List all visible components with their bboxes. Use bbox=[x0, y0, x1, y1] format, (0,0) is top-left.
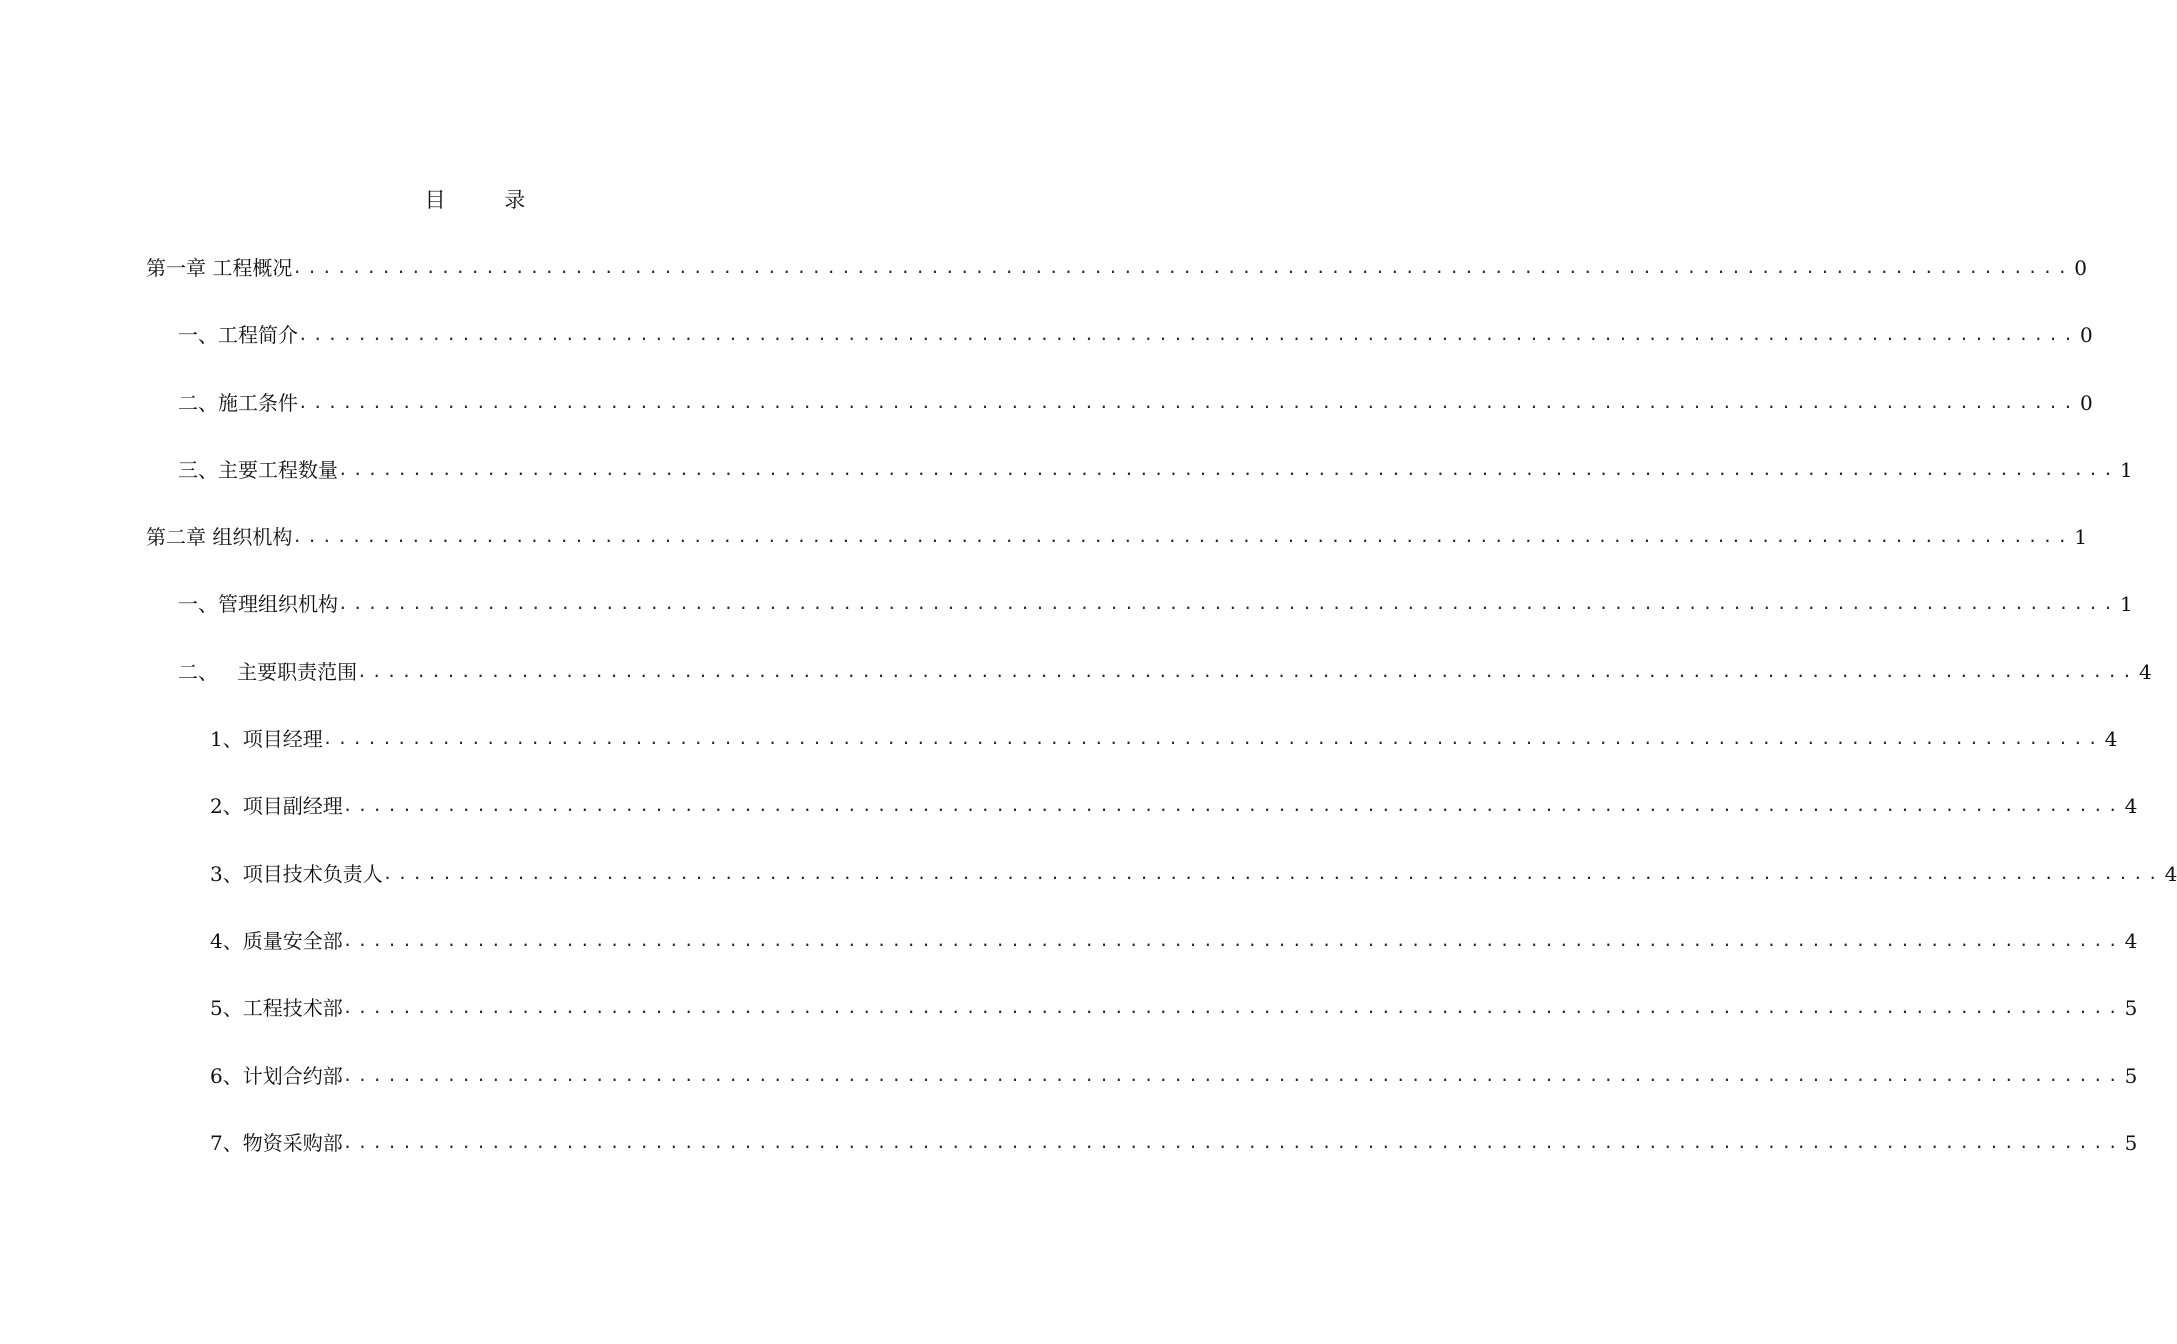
toc-entry[interactable] bbox=[0, 250, 2088, 317]
toc-entry[interactable] bbox=[0, 385, 2093, 452]
toc-entry-page: 4 bbox=[2124, 928, 2138, 953]
toc-entry-label: 1、项目经理 bbox=[210, 727, 323, 752]
toc-entry[interactable] bbox=[0, 990, 2138, 1057]
dot-leader: ........................................................................................................................ bbox=[342, 998, 2123, 1018]
toc-entry-page: 4 bbox=[2164, 861, 2177, 886]
toc-entry-page: 1 bbox=[2119, 592, 2133, 617]
toc-entry-page: 4 bbox=[2139, 659, 2152, 684]
toc-entry[interactable] bbox=[0, 317, 2093, 384]
toc-entry-page: 1 bbox=[2119, 457, 2133, 482]
toc-entry[interactable] bbox=[0, 1125, 2138, 1192]
toc-entry[interactable] bbox=[0, 654, 2152, 721]
toc-entry-label: 第一章 工程概况 bbox=[146, 256, 293, 280]
dot-leader: ........................................................................................................................ bbox=[342, 1132, 2123, 1152]
dot-leader: ........................................................................................................................ bbox=[357, 661, 2138, 681]
toc-entry-label: 一、管理组织机构 bbox=[178, 592, 338, 617]
dot-leader: ........................................................................................................................ bbox=[338, 594, 2118, 614]
toc-entry-label: 6、计划合约部 bbox=[210, 1063, 343, 1088]
toc-entry-page: 0 bbox=[2079, 323, 2093, 348]
dot-leader: ........................................................................................................................ bbox=[342, 930, 2123, 950]
toc-entry-page: 4 bbox=[2124, 794, 2138, 819]
toc-entry[interactable] bbox=[0, 452, 2133, 519]
dot-leader: ........................................................................................................................ bbox=[298, 325, 2078, 345]
dot-leader: ........................................................................................................................ bbox=[338, 459, 2118, 479]
toc-entry-page: 5 bbox=[2124, 996, 2138, 1021]
toc-entry[interactable] bbox=[0, 1058, 2138, 1125]
toc-title: 目 录 bbox=[424, 188, 552, 212]
toc-entry[interactable] bbox=[0, 721, 2118, 788]
dot-leader: ........................................................................................................................ bbox=[292, 527, 2073, 547]
toc-entry-label: 4、质量安全部 bbox=[210, 928, 343, 953]
toc-list bbox=[0, 250, 2177, 1192]
dot-leader: ........................................................................................................................ bbox=[322, 729, 2103, 749]
toc-entry[interactable] bbox=[0, 856, 2177, 923]
toc-entry-label: 5、工程技术部 bbox=[210, 996, 343, 1021]
dot-leader: ........................................................................................................................ bbox=[342, 796, 2123, 816]
toc-entry[interactable] bbox=[0, 586, 2133, 653]
toc-entry-label: 2、项目副经理 bbox=[210, 794, 343, 819]
toc-entry-page: 4 bbox=[2104, 727, 2118, 752]
toc-entry-label: 二、施工条件 bbox=[178, 390, 298, 415]
toc-entry[interactable] bbox=[0, 519, 2088, 586]
toc-entry-page: 0 bbox=[2074, 256, 2088, 280]
toc-entry-page: 5 bbox=[2124, 1063, 2138, 1088]
dot-leader: ........................................................................................................................ bbox=[342, 1065, 2123, 1085]
toc-entry-page: 1 bbox=[2074, 525, 2088, 550]
toc-entry-label: 三、主要工程数量 bbox=[178, 457, 338, 482]
toc-entry-page: 0 bbox=[2079, 390, 2093, 415]
toc-entry-label: 第二章 组织机构 bbox=[146, 525, 293, 550]
toc-entry[interactable] bbox=[0, 923, 2138, 990]
toc-entry-page: 5 bbox=[2124, 1130, 2138, 1155]
dot-leader: ........................................................................................................................ bbox=[382, 863, 2163, 883]
toc-entry-label: 二、 主要职责范围 bbox=[178, 659, 358, 684]
toc-entry-label: 7、物资采购部 bbox=[210, 1130, 343, 1155]
dot-leader: ........................................................................................................................ bbox=[298, 392, 2078, 412]
toc-entry-label: 3、项目技术负责人 bbox=[210, 861, 383, 886]
toc-entry-label: 一、工程简介 bbox=[178, 323, 298, 348]
toc-entry[interactable] bbox=[0, 788, 2138, 855]
dot-leader: ........................................................................................................................ bbox=[292, 258, 2073, 277]
